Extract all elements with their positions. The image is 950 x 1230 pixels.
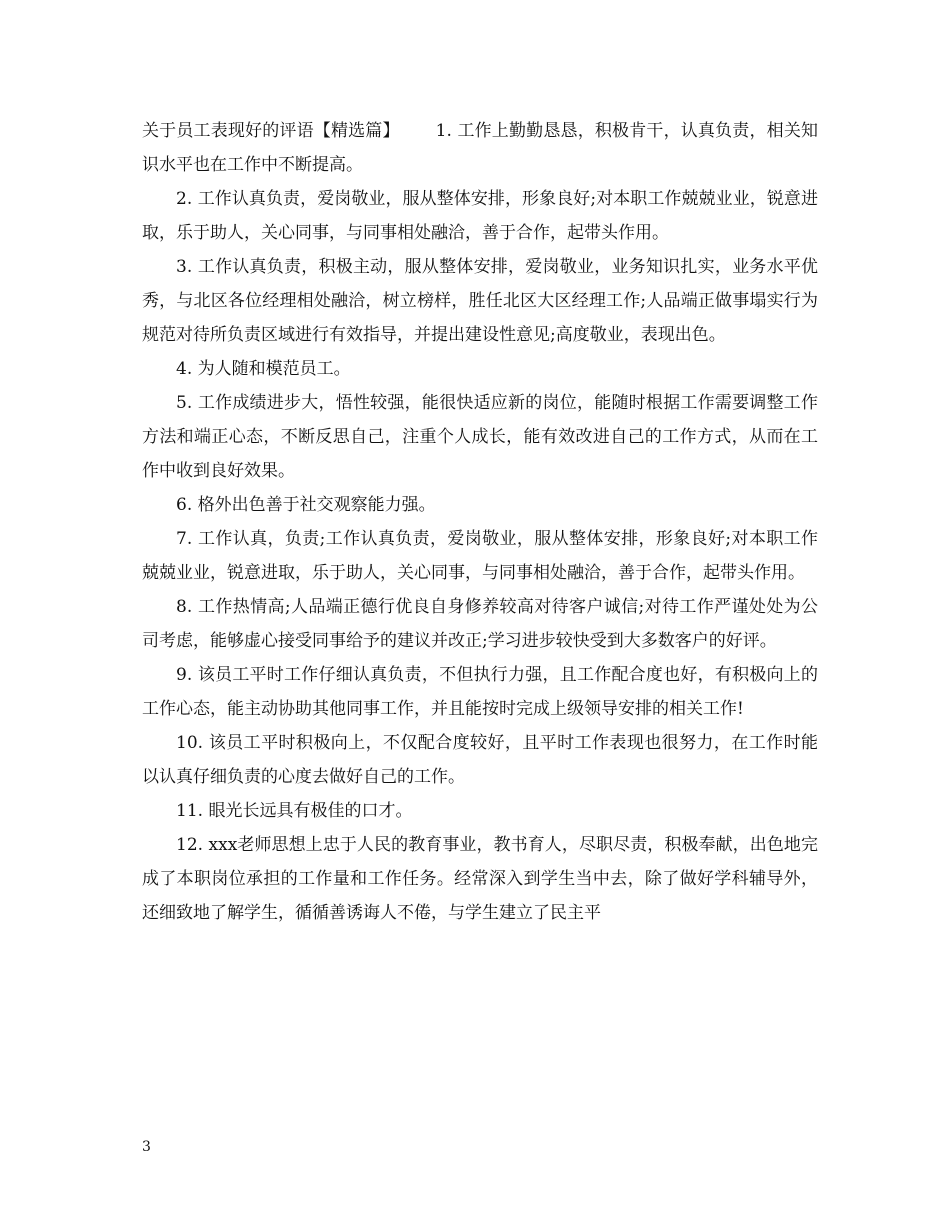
evaluation-item-2: 2. 工作认真负责，爱岗敬业，服从整体安排，形象良好;对本职工作兢兢业业，锐意进取，乐于助人，关心同事，与同事相处融洽，善于合作，起带头作用。 xyxy=(142,189,818,243)
intro-paragraph xyxy=(142,114,818,182)
evaluation-item-5: 5. 工作成绩进步大，悟性较强，能很快适应新的岗位，能随时根据工作需要调整工作方法和端正心态，不断反思自己，注重个人成长，能有效改进自己的工作方式，从而在工作中收到良好效果。 xyxy=(142,393,818,481)
evaluation-item-11: 11. 眼光长远具有极佳的口才。 xyxy=(176,801,413,821)
evaluation-item-10: 10. 该员工平时积极向上，不仅配合度较好，且平时工作表现也很努力，在工作时能以认真仔细负责的心度去做好自己的工作。 xyxy=(142,733,818,787)
evaluation-item-8: 8. 工作热情高;人品端正德行优良自身修养较高对待客户诚信;对待工作严谨处处为公司考虑，能够虚心接受同事给予的建议并改正;学习进步较快受到大多数客户的好评。 xyxy=(142,597,818,651)
document-body xyxy=(142,114,818,930)
evaluation-item-7: 7. 工作认真，负责;工作认真负责，爱岗敬业，服从整体安排，形象良好;对本职工作兢兢业业，锐意进取，乐于助人，关心同事，与同事相处融洽，善于合作，起带头作用。 xyxy=(142,529,818,583)
evaluation-item-12: 12. xxx老师思想上忠于人民的教育事业，教书育人，尽职尽责，积极奉献，出色地完成了本职岗位承担的工作量和工作任务。经常深入到学生当中去，除了做好学科辅导外，还细致地了解学生，循循善诱诲人不倦，与学生建立了民主平 xyxy=(142,835,818,923)
evaluation-item-9: 9. 该员工平时工作仔细认真负责，不但执行力强，且工作配合度也好，有积极向上的工作心态，能主动协助其他同事工作，并且能按时完成上级领导安排的相关工作! xyxy=(142,665,818,719)
evaluation-item-3: 3. 工作认真负责，积极主动，服从整体安排，爱岗敬业，业务知识扎实，业务水平优秀，与北区各位经理相处融洽，树立榜样，胜任北区大区经理工作;人品端正做事塌实行为规范对待所负责区域进行有效指导，并提出建设性意见;高度敬业，表现出色。 xyxy=(142,257,818,345)
evaluation-item-1: 1. 工作上勤勤恳恳，积极肯干，认真负责，相关知识水平也在工作中不断提高。 xyxy=(142,121,818,175)
evaluation-item-6: 6. 格外出色善于社交观察能力强。 xyxy=(176,495,436,515)
document-title: 关于员工表现好的评语【精选篇】 xyxy=(142,121,400,141)
page-number: 3 xyxy=(142,1139,151,1155)
evaluation-item-4: 4. 为人随和模范员工。 xyxy=(176,359,351,379)
